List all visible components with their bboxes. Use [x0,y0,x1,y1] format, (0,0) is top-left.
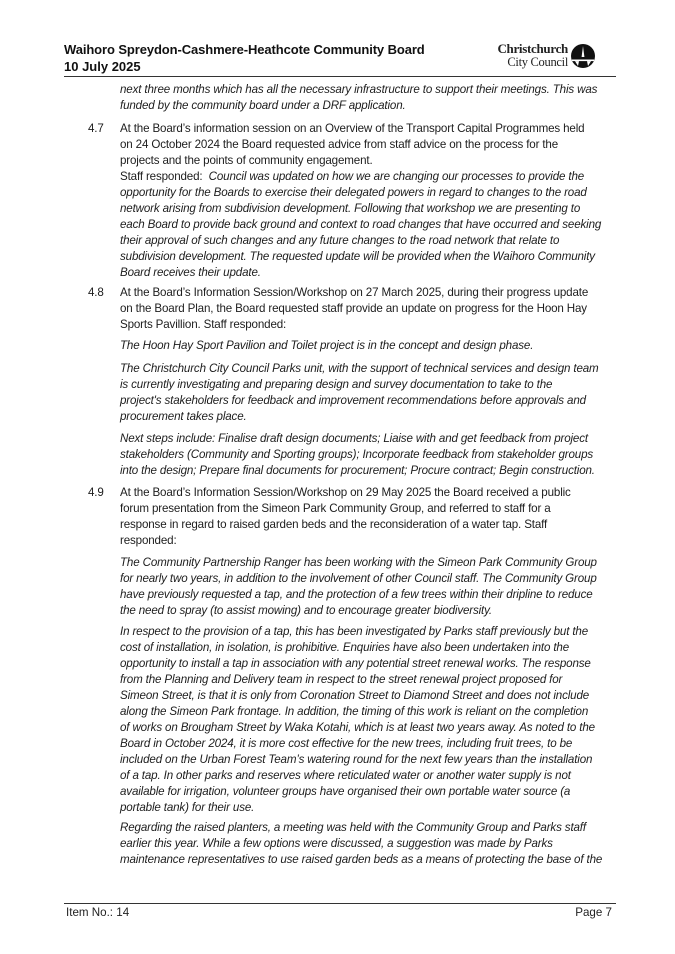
item-number: 4.8 [88,286,104,299]
council-logo [468,40,598,74]
meeting-date: 10 July 2025 [64,59,141,74]
page-header [64,40,616,76]
item-number-footer: Item No.: 14 [66,906,130,919]
cathedral-spire-icon [570,43,596,69]
staff-response-line: Staff responded: Council was updated on how we are changing our processes to provide the [120,170,585,183]
footer-divider [64,903,616,904]
item-number: 4.7 [88,122,104,135]
item-4-7: 4.7 At the Board’s information session on an Overview of the Transport Capital Programmes held on 24 October 2024 the Board requested advice from staff advice on the process for the projects and the points of community engagement. Staff responded: Council was updated on how we are changing our processes to provide the opportunity for the Boards to exercise their delegated powers in regard to changes to the road network arising from subdivision development. Following that workshop we are presenting to each Board to provide back ground and context to road changes that have occurred and seeking their approval of such changes and any future changes to the road network that relate to subdivision development. The requested update will be provided when the Waihoro Community Board receives their update. [120,121,612,281]
header-divider [64,76,616,77]
item-4-8: 4.8 At the Board’s Information Session/Workshop on 27 March 2025, during their progress update on the Board Plan, the Board requested staff provide an update on progress for the Hoon Hay Sports Pavillion. Staff responded: [88,286,589,331]
item-4-8-response-3: Next steps include: Finalise draft design documents; Liaise with and get feedback from project stakeholders (Community and Sporting groups); Incorporate feedback from stakeholder groups into the design; Prepare final documents for procurement; Procure contract; Begin construction. [120,432,595,477]
item-4-9-response-2: In respect to the provision of a tap, this has been investigated by Parks staff previously but the cost of installation, in isolation, is prohibitive. Enquiries have also been undertaken into the opportunity to install a tap in association with any potential street renewal works. The response from the Planning and Delivery team in respect to the street renewal project proposed for Simeon Street, is that it is only from Coronation Street to Diamond Street and does not include along the Simeon Park frontage. In addition, the timing of this work is reliant on the completion of works on Brougham Street by Waka Kotahi, which is at least two years away. As noted to the Board in October 2024, it is more cost effective for the new trees, including fruit trees, to be included on the Urban Forest Team’s watering round for the next few years than the installation of a tap. In other parks and reserves where reticulated water or another water supply is not available for irrigation, volunteer groups have organised their own portable water source (a portable tank) for their use. [120,625,595,814]
item-4-9-response-1: The Community Partnership Ranger has been working with the Simeon Park Community Group for nearly two years, in addition to the involvement of other Council staff. The Community Group have previously requested a tap, and the protection of a few trees within their dripline to reduce the need to spray (to assist mowing) and to encourage greater biodiversity. [120,556,597,617]
board-title: Waihoro Spreydon-Cashmere-Heathcote Community Board [64,42,425,57]
item-4-8-response-2: The Christchurch City Council Parks unit, with the support of technical services and design team is currently investigating and preparing design and survey documentation to take to the project's stakeholders for feedback and improvement recommendations before approvals and procurement takes place. [120,362,599,423]
item-number: 4.9 [88,486,104,499]
continuation-paragraph: next three months which has all the necessary infrastructure to support their meetings. This was funded by the community board under a DRF application. [120,83,598,112]
item-4-9: 4.9 At the Board’s Information Session/Workshop on 29 May 2025 the Board received a public forum presentation from the Simeon Park Community Group, and referred to staff for a response in regard to raised garden beds and the reconsideration of a water tap. Staff responded: [88,486,571,547]
item-4-8-response-1: The Hoon Hay Sport Pavilion and Toilet project is in the concept and design phase. [120,339,534,352]
logo-text-christchurch: Christchurch [497,41,568,56]
logo-text-city-council: City Council [507,55,568,69]
item-4-9-response-3: Regarding the raised planters, a meeting was held with the Community Group and Parks staff earlier this year. While a few options were discussed, a suggestion was made by Parks maintenance representatives to use raised garden beds as a means of protecting the base of the [120,821,603,866]
staff-responded-label: Staff responded: [120,170,203,183]
page-number: Page 7 [575,906,612,919]
